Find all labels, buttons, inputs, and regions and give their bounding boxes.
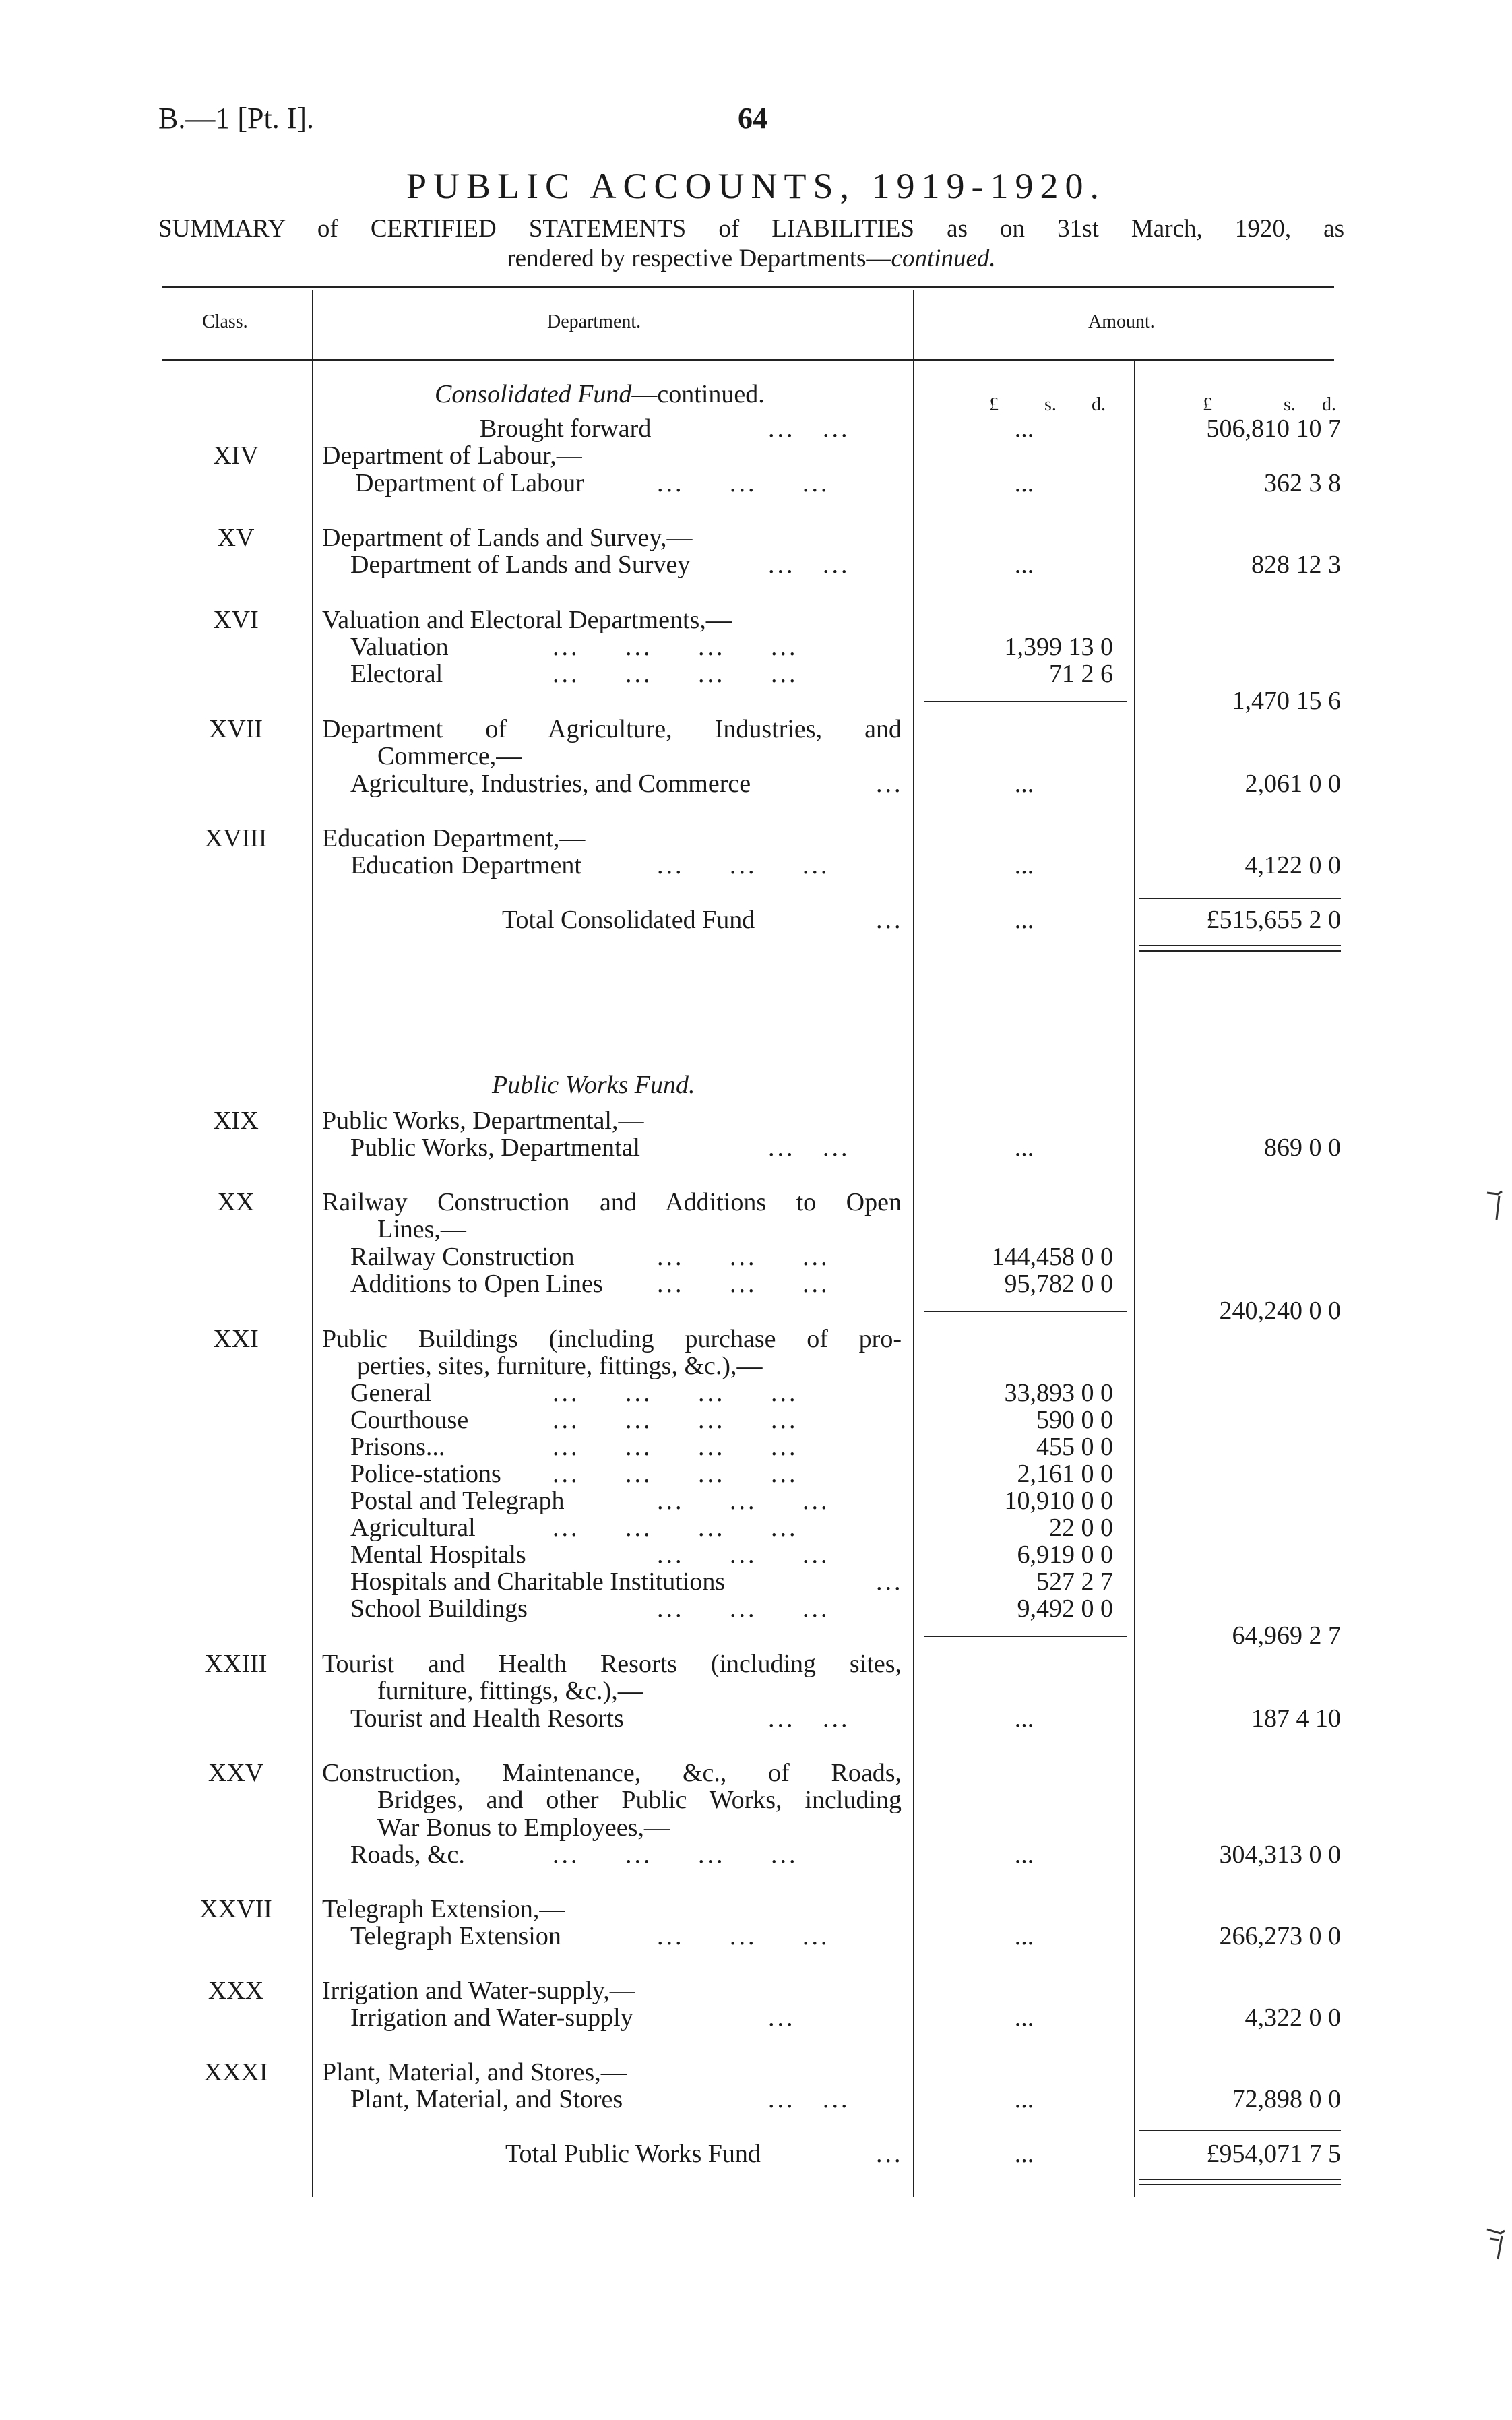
empty-dots: ...: [1014, 414, 1034, 443]
class-xxiii: XXIII: [204, 1650, 267, 1678]
leader-dots: ... ... ... ...: [553, 1840, 798, 1869]
leader-dots: ... ... ...: [657, 1594, 830, 1623]
dept-sub: Education Department: [350, 851, 581, 879]
class-xiv: XIV: [213, 441, 259, 470]
section-heading-consolidated: Consolidated Fund—continued.: [435, 380, 765, 408]
section-heading-public-works: Public Works Fund.: [492, 1071, 695, 1099]
column-header-class: Class.: [202, 311, 248, 332]
margin-mark: [1486, 2224, 1506, 2264]
item-amount: 2,161 0 0: [1017, 1460, 1113, 1488]
class-xxxi: XXXI: [203, 2058, 268, 2086]
dept-heading-cont: Commerce,—: [377, 742, 522, 770]
empty-dots: ...: [1014, 1134, 1034, 1162]
dept-heading: Department of Lands and Survey,—: [322, 524, 693, 552]
dept-heading: Valuation and Electoral Departments,—: [322, 606, 732, 634]
item-amount: 10,910 0 0: [1004, 1487, 1113, 1515]
leader-dots: ...: [876, 906, 904, 934]
empty-dots: ...: [1014, 851, 1034, 879]
subtitle-line-2: rendered by respective Departments—continued.: [507, 245, 996, 272]
item-amount: 455 0 0: [1036, 1433, 1113, 1461]
dept-heading: Irrigation and Water-supply,—: [322, 1977, 635, 2005]
dept-heading: Department of Agriculture, Industries, and: [322, 715, 902, 743]
item-amount: 9,492 0 0: [1017, 1594, 1113, 1623]
dept-heading-cont: furniture, fittings, &c.),—: [377, 1677, 643, 1705]
item-amount: 144,458 0 0: [991, 1243, 1113, 1271]
class-amount: 4,122 0 0: [1245, 851, 1341, 879]
item-label: School Buildings: [350, 1594, 528, 1623]
page-title: PUBLIC ACCOUNTS, 1919-1920.: [406, 166, 1106, 206]
leader-dots: ...: [876, 2140, 904, 2168]
class-xvi: XVI: [213, 606, 259, 634]
class-xxx: XXX: [208, 1977, 264, 2005]
empty-dots: ...: [1014, 1840, 1034, 1869]
leader-dots: ... ... ... ...: [553, 660, 798, 688]
leader-dots: ... ... ...: [657, 851, 830, 879]
leader-dots: ... ... ...: [657, 469, 830, 497]
leader-dots: ... ...: [768, 2085, 850, 2113]
column-header-department: Department.: [547, 311, 641, 332]
item-label: Railway Construction: [350, 1243, 575, 1271]
column-header-amount: Amount.: [1088, 311, 1155, 332]
total-double-rule: [1139, 2184, 1341, 2185]
item-amount: 22 0 0: [1049, 1514, 1113, 1542]
table-top-rule: [162, 286, 1334, 288]
leader-dots: ... ...: [768, 1704, 850, 1733]
leader-dots: ... ... ... ...: [553, 1514, 798, 1542]
subtitle-line-1: SUMMARY of CERTIFIED STATEMENTS of LIABILITIES as on 31st March, 1920, as: [158, 215, 1344, 243]
item-label: Hospitals and Charitable Institutions: [350, 1568, 726, 1596]
subtotal-rule: [924, 1636, 1127, 1637]
class-amount: 266,273 0 0: [1219, 1922, 1341, 1950]
dept-sub: Department of Lands and Survey: [350, 551, 691, 579]
dept-sub: Irrigation and Water-supply: [350, 2004, 633, 2032]
dept-sub: Department of Labour: [355, 469, 584, 497]
empty-dots: ...: [1014, 770, 1034, 798]
total-rule-top: [1139, 898, 1341, 899]
currency-pence-mid: d.: [1092, 394, 1106, 415]
item-label: Additions to Open Lines: [350, 1270, 603, 1298]
leader-dots: ... ... ...: [657, 1487, 830, 1515]
total-consolidated-amount: £515,655 2 0: [1206, 906, 1341, 934]
class-amount: 2,061 0 0: [1245, 770, 1341, 798]
dept-sub: Telegraph Extension: [350, 1922, 561, 1950]
leader-dots: ... ... ... ...: [553, 633, 798, 661]
leader-dots: ... ... ...: [657, 1243, 830, 1271]
empty-dots: ...: [1014, 2085, 1034, 2113]
currency-pound-amt: £: [1203, 394, 1212, 415]
page-number: 64: [738, 102, 767, 135]
leader-dots: ... ... ...: [657, 1541, 830, 1569]
dept-heading: Telegraph Extension,—: [322, 1895, 565, 1923]
dept-sub: Roads, &c.: [350, 1840, 465, 1869]
class-xxv: XXV: [208, 1759, 264, 1787]
class-xxvii: XXVII: [199, 1895, 272, 1923]
item-label: Mental Hospitals: [350, 1541, 526, 1569]
item-amount: 1,399 13 0: [1004, 633, 1113, 661]
leader-dots: ... ... ... ...: [553, 1406, 798, 1434]
leader-dots: ... ...: [768, 414, 850, 443]
brought-forward-label: Brought forward: [480, 414, 652, 443]
class-amount: 72,898 0 0: [1232, 2085, 1341, 2113]
dept-heading: Public Works, Departmental,—: [322, 1107, 644, 1135]
total-rule-top: [1139, 2130, 1341, 2131]
leader-dots: ... ... ...: [657, 1270, 830, 1298]
dept-heading: Tourist and Health Resorts (including sites,: [322, 1650, 902, 1678]
dept-heading-cont: perties, sites, furniture, fittings, &c.),—: [357, 1352, 763, 1380]
dept-heading-cont: War Bonus to Employees,—: [377, 1813, 670, 1842]
empty-dots: ...: [1014, 1704, 1034, 1733]
item-amount: 527 2 7: [1036, 1568, 1113, 1596]
leader-dots: ...: [876, 770, 904, 798]
leader-dots: ... ... ...: [657, 1922, 830, 1950]
dept-heading: Plant, Material, and Stores,—: [322, 2058, 627, 2086]
class-xviii: XVIII: [204, 824, 267, 852]
dept-sub: Agriculture, Industries, and Commerce: [350, 770, 751, 798]
currency-shilling-amt: s.: [1284, 394, 1296, 415]
class-xxi: XXI: [213, 1325, 259, 1353]
total-double-rule: [1139, 2179, 1341, 2180]
dept-heading-cont: Bridges, and other Public Works, including: [377, 1786, 902, 1814]
dept-sub: Public Works, Departmental: [350, 1134, 640, 1162]
total-public-works-label: Total Public Works Fund: [505, 2140, 761, 2168]
margin-mark: [1486, 1186, 1505, 1227]
dept-heading: Education Department,—: [322, 824, 586, 852]
dept-heading: Construction, Maintenance, &c., of Roads,: [322, 1759, 902, 1787]
item-label: Agricultural: [350, 1514, 476, 1542]
leader-dots: ... ... ... ...: [553, 1433, 798, 1461]
class-xx: XX: [217, 1188, 255, 1216]
class-amount: 187 4 10: [1251, 1704, 1341, 1733]
currency-shilling-mid: s.: [1044, 394, 1057, 415]
empty-dots: ...: [1014, 1922, 1034, 1950]
class-amount: 64,969 2 7: [1232, 1621, 1341, 1650]
class-xvii: XVII: [208, 715, 263, 743]
table-header-rule: [162, 359, 1334, 361]
item-amount: 95,782 0 0: [1004, 1270, 1113, 1298]
class-amount: 828 12 3: [1251, 551, 1341, 579]
leader-dots: ... ... ... ...: [553, 1460, 798, 1488]
subtotal-rule: [924, 1311, 1127, 1312]
subtotal-rule: [924, 701, 1127, 702]
class-amount: 362 3 8: [1264, 469, 1341, 497]
item-label: Courthouse: [350, 1406, 469, 1434]
dept-heading: Public Buildings (including purchase of pro-: [322, 1325, 902, 1353]
item-label: Police-stations: [350, 1460, 501, 1488]
class-amount: 304,313 0 0: [1219, 1840, 1341, 1869]
item-amount: 33,893 0 0: [1004, 1379, 1113, 1407]
item-label: Valuation: [350, 633, 449, 661]
class-xv: XV: [217, 524, 255, 552]
item-label: Postal and Telegraph: [350, 1487, 565, 1515]
document-code: B.—1 [Pt. I].: [158, 102, 314, 135]
empty-dots: ...: [1014, 2140, 1034, 2168]
item-amount: 590 0 0: [1036, 1406, 1113, 1434]
total-double-rule: [1139, 950, 1341, 952]
brought-forward-amount: 506,810 10 7: [1206, 414, 1341, 443]
class-amount: 4,322 0 0: [1245, 2004, 1341, 2032]
amount-column-rule: [1134, 361, 1135, 2197]
department-column-rule: [913, 290, 914, 2197]
currency-pound-mid: £: [989, 394, 999, 415]
item-label: Prisons...: [350, 1433, 445, 1461]
class-amount: 1,470 15 6: [1232, 687, 1341, 715]
empty-dots: ...: [1014, 2004, 1034, 2032]
dept-heading: Department of Labour,—: [322, 441, 582, 470]
leader-dots: ... ...: [768, 1134, 850, 1162]
item-amount: 71 2 6: [1049, 660, 1113, 688]
dept-sub: Plant, Material, and Stores: [350, 2085, 623, 2113]
dept-sub: Tourist and Health Resorts: [350, 1704, 624, 1733]
empty-dots: ...: [1014, 906, 1034, 934]
currency-pence-amt: d.: [1322, 394, 1336, 415]
class-amount: 240,240 0 0: [1219, 1297, 1341, 1325]
item-label: Electoral: [350, 660, 443, 688]
item-amount: 6,919 0 0: [1017, 1541, 1113, 1569]
empty-dots: ...: [1014, 469, 1034, 497]
total-double-rule: [1139, 945, 1341, 946]
leader-dots: ... ... ... ...: [553, 1379, 798, 1407]
class-xix: XIX: [213, 1107, 259, 1135]
total-public-works-amount: £954,071 7 5: [1206, 2140, 1341, 2168]
leader-dots: ...: [876, 1568, 904, 1596]
class-amount: 869 0 0: [1264, 1134, 1341, 1162]
empty-dots: ...: [1014, 551, 1034, 579]
dept-heading: Railway Construction and Additions to Open: [322, 1188, 902, 1216]
leader-dots: ... ...: [768, 551, 850, 579]
total-consolidated-label: Total Consolidated Fund: [502, 906, 755, 934]
leader-dots: ...: [768, 2004, 796, 2032]
dept-heading-cont: Lines,—: [377, 1215, 466, 1243]
page-subtitle: [158, 214, 1344, 274]
item-label: General: [350, 1379, 432, 1407]
